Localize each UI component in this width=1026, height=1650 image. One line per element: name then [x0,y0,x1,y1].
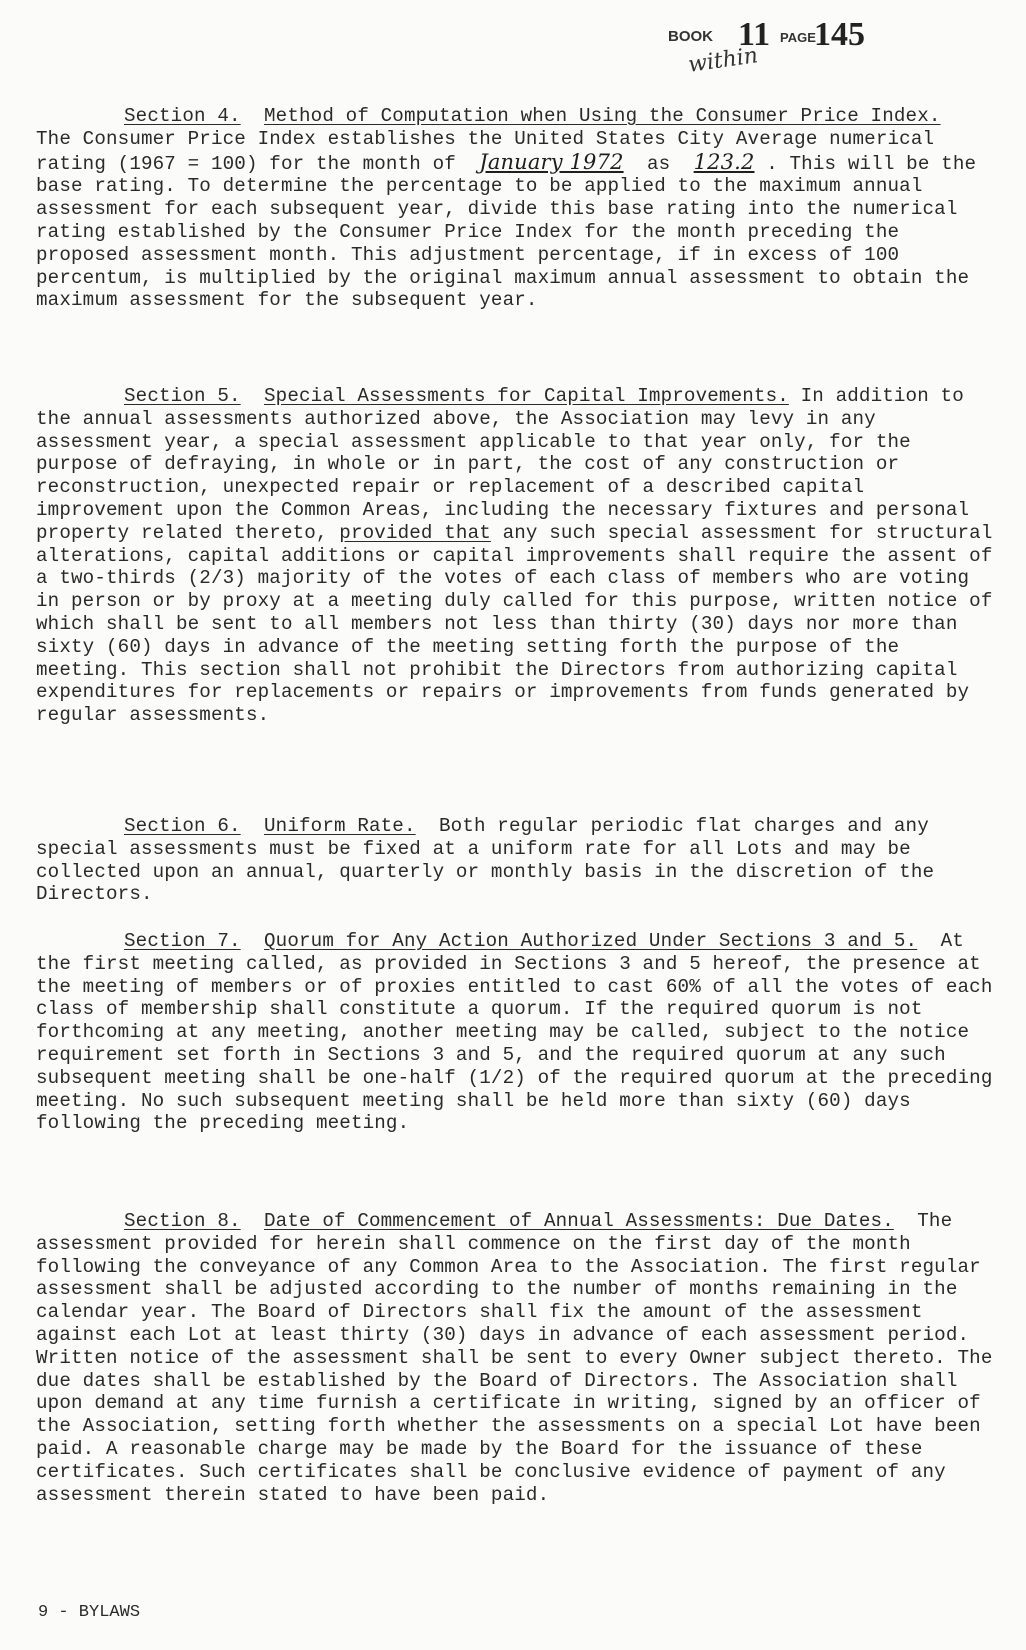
section-7-number: Section 7. [124,930,241,952]
section-4-number: Section 4. [124,105,241,127]
section-4 [36,105,996,312]
base-rating: 123.2 [693,149,755,174]
page-number: 145 [814,16,865,53]
section-6-title: Uniform Rate. [264,815,416,837]
page-footer: 9 - BYLAWS [38,1603,141,1622]
section-5 [36,385,996,727]
handwritten-note: within [686,43,760,78]
section-4-paragraph [36,105,996,312]
section-6-number: Section 6. [124,815,241,837]
section-4-title: Method of Computation when Using the Consumer Price Index. [264,105,941,127]
section-8-number: Section 8. [124,1210,241,1232]
section-6 [36,815,996,906]
section-8-text: The assessment provided for herein shall commence on the first day of the month following the conveyance of any Common Area to the Association. The first regular assessment shall be adjusted according to the number of months remaining in the calendar year. The Board of Directors shall fix the amount of the assessment against each Lot at least thirty (30) days in advance of each assessment period. Written notice of the assessment shall be sent to every Owner subject thereto. The due dates shall be established by the Board of Directors. The Association shall upon demand at any time furnish a certificate in writing, signed by an officer of the Association, setting forth whether the assessments on a special Lot have been paid. A reasonable charge may be made by the Board for the issuance of these certificates. Such certificates shall be conclusive evidence of payment of any assessment therein stated to have been paid. [36,1210,993,1506]
section-7-paragraph [36,930,996,1135]
section-8 [36,1210,996,1506]
section-6-paragraph [36,815,996,906]
provided-that: provided that [339,521,491,544]
section-5-text-b: any such special assessment for structural alterations, capital additions or capital improvements shall require the assent of a two-thirds (2/3) majority of the votes of each class of members who are voting in person or by proxy at a meeting duly called for this purpose, written notice of which shall be sent to all members not less than thirty (30) days nor more than sixty (60) days in advance of the meeting setting forth the purpose of the meeting. This section shall not prohibit the Directors from authorizing capital expenditures for replacements or repairs or improvements from funds generated by regular assessments. [36,521,993,727]
section-5-paragraph [36,385,996,727]
section-7-text: At the first meeting called, as provided in Sections 3 and 5 hereof, the presence at the meeting of members or of proxies entitled to cast 60% of all the votes of each class of membership shall constitute a quorum. If the required quorum is not forthcoming at any meeting, another meeting may be called, subject to the notice requirement set forth in Sections 3 and 5, and the required quorum at any such subsequent meeting shall be one-half (1/2) of the required quorum at the preceding meeting. No such subsequent meeting shall be held more than sixty (60) days following the preceding meeting. [36,930,993,1135]
book-page-stamp [668,18,908,88]
section-4-text-a: The Consumer Price Index establishes the United States City Average numerical rating (1967 = 100) for the month of [36,127,935,175]
section-7 [36,930,996,1135]
section-5-title: Special Assessments for Capital Improvements. [264,385,789,407]
section-5-number: Section 5. [124,385,241,407]
section-8-paragraph [36,1210,996,1506]
section-4-text-b: as [646,152,671,175]
section-5-text-a: In addition to the annual assessments authorized above, the Association may levy in any assessment year, a special assessment applicable to that year only, for the purpose of defraying, in whole or in part, the cost of any construction or reconstruction, unexpected repair or replacement of a described capital improvement upon the Common Areas, including the necessary fixtures and personal property related thereto, [36,385,970,544]
book-number: 11 [738,16,771,53]
base-month: January 1972 [479,149,624,174]
book-label: BOOK [668,28,713,45]
section-8-title: Date of Commencement of Annual Assessments: Due Dates. [264,1210,894,1232]
section-7-title: Quorum for Any Action Authorized Under Sections 3 and 5. [264,930,918,952]
page-label: PAGE [780,30,816,45]
section-4-text-c: . This will be the base rating. To determine the percentage to be applied to the maximum annual assessment for each subsequent year, divide this base rating into the numerical rating established by the Consumer Price Index for the month preceding the proposed assessment month. This adjustment percentage, if in excess of 100 percentum, is multiplied by the original maximum annual assessment to obtain the maximum assessment for the subsequent year. [36,152,977,312]
section-6-text: Both regular periodic flat charges and any special assessments must be fixed at a uniform rate for all Lots and may be collected upon an annual, quarterly or monthly basis in the discretion of the Directors. [36,815,935,906]
